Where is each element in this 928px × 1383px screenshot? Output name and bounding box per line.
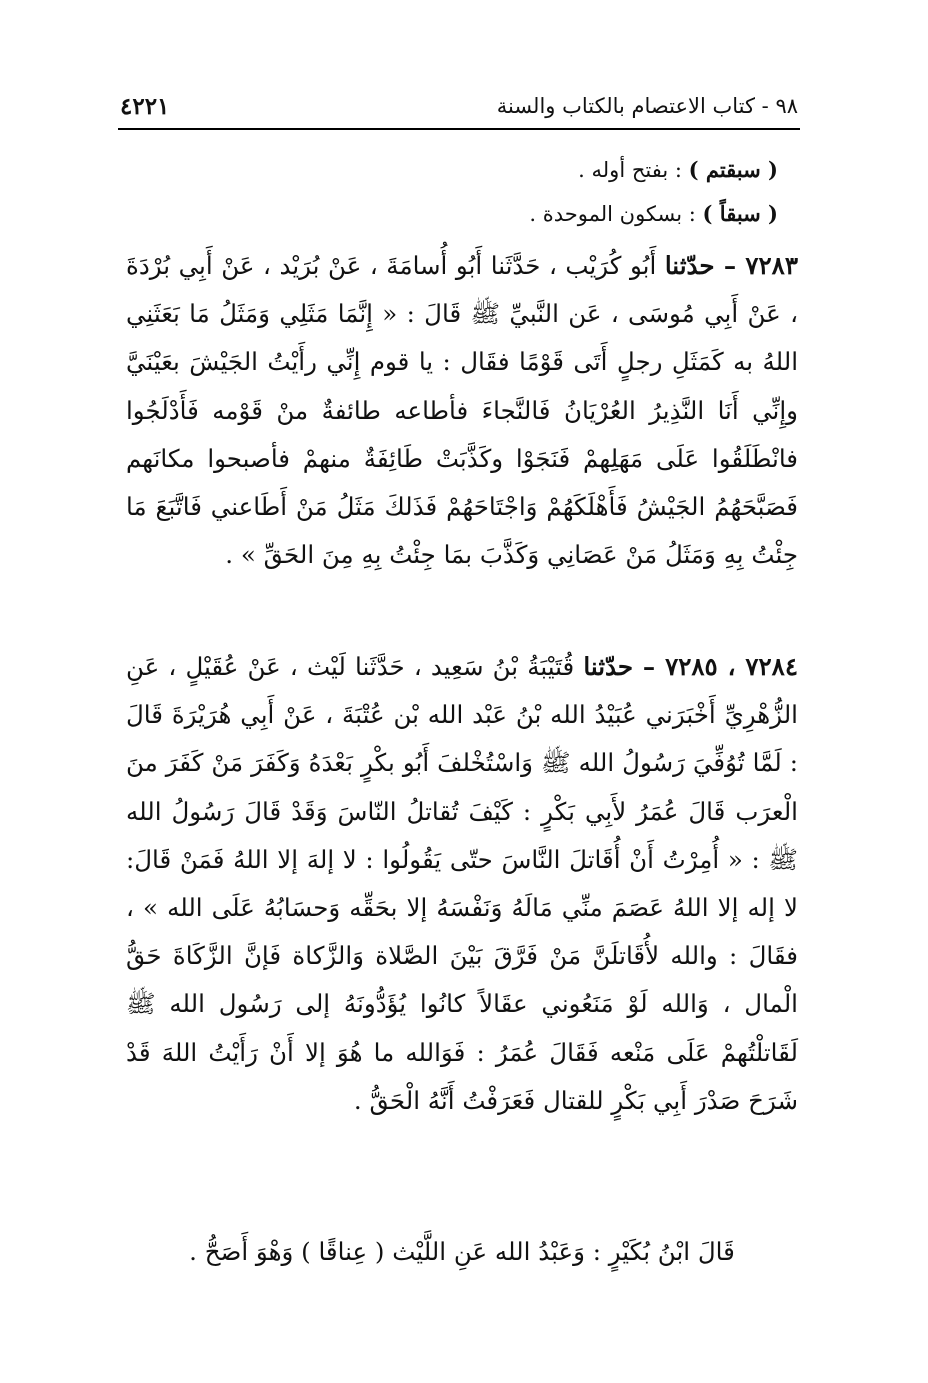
haddathana: حدّثنا	[583, 652, 634, 681]
hadith-text: أَبُو كُرَيْب ، حَدَّثَنا أَبُو أُسامَةَ ، عَنْ بُرَيْد ، عَنْ أَبِي بُرْدَةَ ، عَنْ أَبِي مُوسَى ، عَن النَّبيِّ ﷺ قَالَ : « إِنَّمَا مَثَلِي وَمَثَلُ مَا بَعَثَنِي اللهُ به كَمَثَلِ رجلٍ أَتَى قَوْمًا فقَال : يا قوم إِنِّي رأَيْتُ الجَيْشَ بعَيْنَيَّ وإِنِّي أَنَا النَّذِيرُ العُرْيَانُ فَالنَّجاءَ فأطاعه طائفةٌ منْ قَوْمه فَأَدْلَجُوا فانْطَلَقُوا عَلَى مَهَلِهمْ فَنَجَوْا وكَذَّبَتْ طَائِفَةٌ منهمْ فأصبحوا مكانَهم فَصَبَّحَهُمُ الجَيْشُ فَأَهْلَكَهُمْ وَاجْتَاحَهُمْ فَذَلكَ مَثَلُ مَنْ أَطَاعني فَاتَّبَعَ مَا جِئْتُ بِهِ وَمَثَلُ مَنْ عَصَانِي وَكَذَّبَ بمَا جِئْتُ بِهِ مِنَ الحَقِّ » .	[126, 251, 798, 570]
dash: –	[714, 251, 746, 280]
hadith-7283	[126, 242, 798, 579]
haddathana: حدّثنا	[664, 251, 715, 280]
glossary-notes	[300, 148, 778, 236]
header-rule	[118, 128, 800, 130]
glossary-note	[300, 192, 778, 236]
glossary-note	[300, 148, 778, 192]
hadith-number: ٧٢٨٣	[745, 251, 798, 280]
note-text: : بفتح أوله .	[578, 158, 689, 182]
chapter-title: ٩٨ - كتاب الاعتصام بالكتاب والسنة	[496, 94, 798, 118]
closing-note: قَالَ ابْنُ بُكَيْرٍ : وَعَبْدُ الله عَنِ اللَّيْث ( عِناقًا ) وَهْوَ أَصَحُّ .	[189, 1237, 735, 1266]
note-text: : بسكون الموحدة .	[529, 202, 703, 226]
note-term: ( سبقاً )	[702, 201, 778, 226]
hadith-7284	[126, 643, 798, 1125]
page-number: ٤٢٢١	[120, 92, 170, 120]
page-header	[120, 88, 798, 124]
hadith-number: ٧٢٨٤ ، ٧٢٨٥	[665, 652, 798, 681]
hadith-text: قُتَيْبَةُ بْنُ سَعِيد ، حَدَّثَنا لَيْث ، عَنْ عُقَيْلٍ ، عَنِ الزُّهْرِيِّ أَخْبَرَني عُبَيْدُ الله بْنُ عَبْد الله بْن عُتْبَةَ ، عَنْ أَبِي هُرَيْرَةَ قَالَ : لَمَّا تُوُفِّيَ رَسُولُ الله ﷺ وَاسْتُخْلفَ أَبُو بكْرٍ بَعْدَهُ وَكَفَرَ مَنْ كَفَرَ منَ الْعرَب قَالَ عُمَرُ لأَبِي بَكْرٍ : كَيْفَ تُقاتلُ النّاسَ وَقَدْ قَالَ رَسُولُ الله ﷺ : « أُمِرْتُ أَنْ أُقَاتلَ النَّاسَ حتّى يَقُولُوا : لا إلهَ إلا اللهُ فَمَنْ قَالَ: لا إله إلا اللهُ عَصَمَ منِّي مَالَهُ وَنَفْسَهُ إلا بحَقِّه وَحسَابُهُ عَلَى الله » ، فقَالَ : والله لأُقَاتلَنَّ مَنْ فَرَّقَ بَيْنَ الصَّلاة وَالزَّكاة فَإنَّ الزَّكَاةَ حَقُّ الْمال ، وَالله لَوْ مَنَعُوني عقَالاً كانُوا يُؤَدُّونَهُ إلى رَسُول الله ﷺ لَقَاتلْتُهمْ عَلَى مَنْعه فَقَالَ عُمَرُ : فَوَالله ما هُوَ إلا أَنْ رَأَيْتُ اللهَ قَدْ شَرَحَ صَدْرَ أَبِي بَكْرٍ للقتال فَعَرَفْتُ أَنَّهُ الْحَقُّ .	[126, 652, 798, 1115]
note-term: ( سبقتم )	[688, 157, 778, 182]
dash: –	[633, 652, 666, 681]
